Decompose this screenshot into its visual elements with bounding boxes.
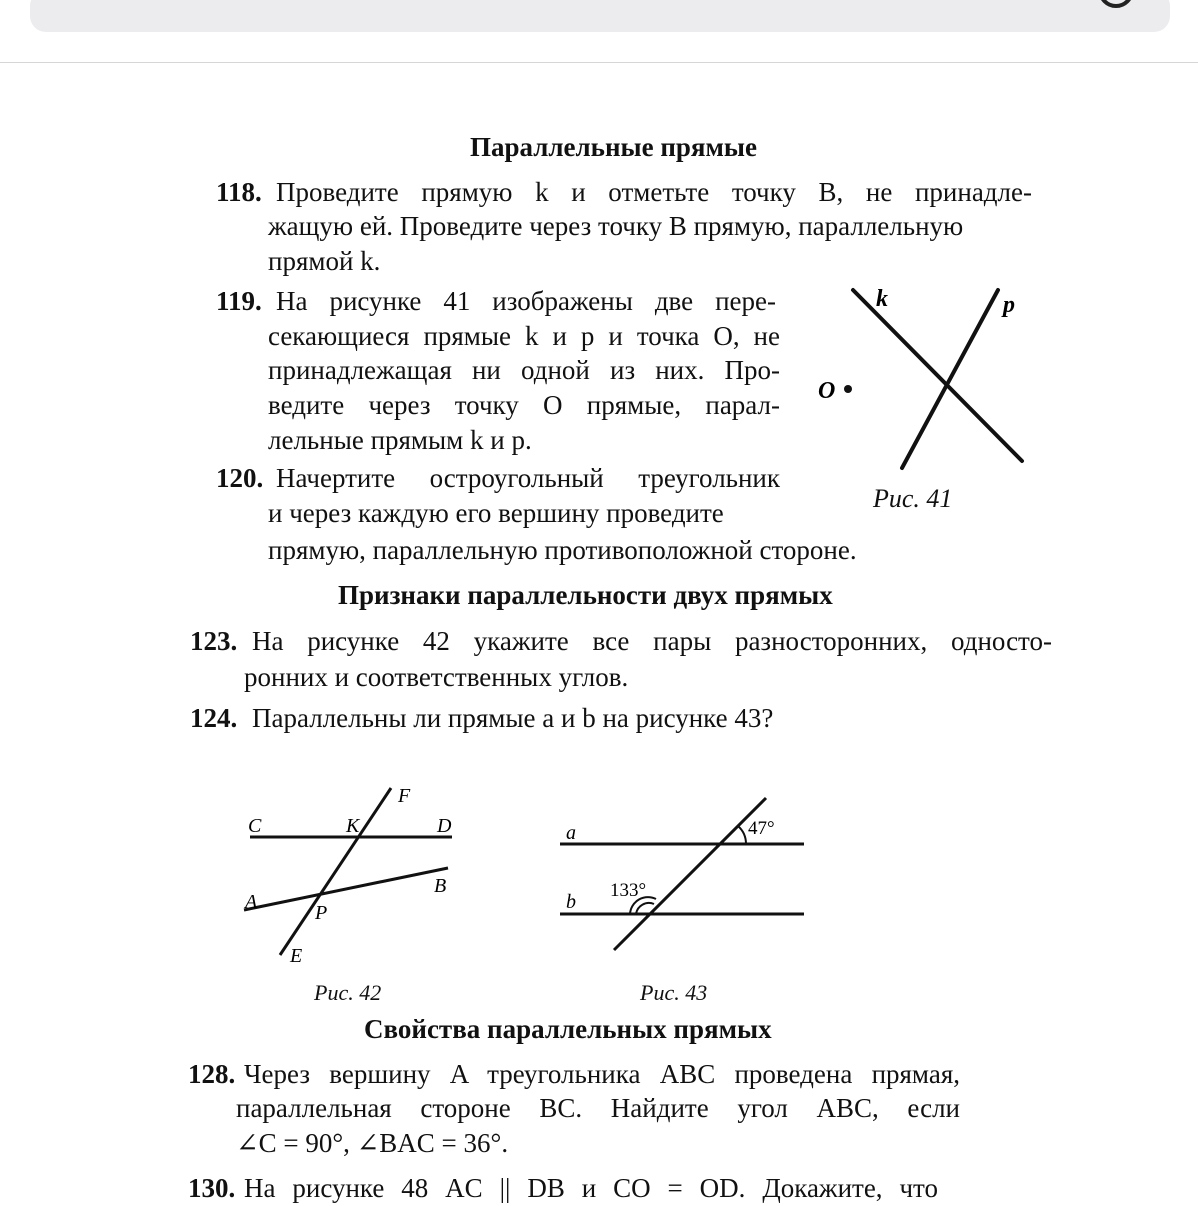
line-k: [853, 290, 1022, 461]
figure-41-caption: Рис. 41: [873, 484, 953, 513]
problem-124-line1: Параллельны ли прямые a и b на рисунке 43?: [252, 703, 774, 733]
label-f: F: [398, 785, 411, 807]
section-title-parallel-lines: Параллельные прямые: [470, 132, 757, 162]
figure-43: [550, 788, 820, 958]
problem-128-line3: ∠C = 90°, ∠BAC = 36°.: [236, 1128, 509, 1158]
problem-118-line1: Проведите прямую k и отметьте точку B, не принадле-: [276, 177, 1032, 207]
problem-123-line2: ронних и соответственных углов.: [244, 662, 629, 692]
problem-123-line1: На рисунке 42 укажите все пары разносторонних, односто-: [252, 626, 1052, 656]
figure-42: [230, 780, 470, 970]
problem-120-line3: прямую, параллельную противоположной стороне.: [268, 535, 857, 565]
problem-119-line1: На рисунке 41 изображены две пере-: [276, 286, 776, 316]
label-d: D: [437, 815, 452, 837]
label-e: E: [290, 945, 303, 967]
problem-119-line2: секающиеся прямые k и p и точка O, не: [268, 321, 780, 351]
angle-47-label: 47°: [748, 818, 775, 839]
label-b: b: [566, 891, 576, 913]
line-ab: [244, 868, 448, 910]
problem-130-line1: На рисунке 48 AC || DB и CO = OD. Докажите, что: [244, 1173, 938, 1203]
problem-120-number: 120.: [216, 463, 264, 493]
point-o: [844, 385, 852, 393]
label-k: k: [876, 286, 888, 312]
problem-119-line4: ведите через точку O прямые, парал-: [268, 390, 780, 420]
browser-toolbar: [0, 0, 1198, 63]
line-p: [902, 290, 998, 468]
problem-120-line1: Начертите остроугольный треугольник: [276, 463, 780, 493]
label-a: A: [245, 891, 258, 913]
label-o: O: [818, 378, 836, 404]
problem-128-number: 128.: [188, 1059, 236, 1089]
problem-118-line2: жащую ей. Проведите через точку B прямую, параллельную: [268, 211, 964, 241]
label-k: K: [346, 815, 360, 837]
problem-119-line3: принадлежащая ни одной из них. Про-: [268, 355, 780, 385]
problem-130-number: 130.: [188, 1173, 236, 1203]
figure-42-caption: Рис. 42: [314, 980, 382, 1005]
figure-43-caption: Рис. 43: [640, 980, 708, 1005]
section-title-parallel-criteria: Признаки параллельности двух прямых: [338, 580, 833, 610]
label-p: P: [315, 902, 328, 924]
angle-arc-47: [738, 826, 746, 844]
problem-124-number: 124.: [190, 703, 238, 733]
problem-120-line2: и через каждую его вершину проведите: [268, 498, 724, 528]
label-c: C: [248, 815, 262, 837]
problem-119-number: 119.: [216, 286, 262, 316]
transversal: [614, 798, 766, 950]
label-b: B: [434, 875, 447, 897]
problem-118-line3: прямой k.: [268, 246, 381, 276]
section-title-parallel-properties: Свойства параллельных прямых: [364, 1014, 772, 1044]
address-bar[interactable]: [30, 0, 1170, 32]
problem-118-number: 118.: [216, 177, 262, 207]
angle-133-label: 133°: [610, 880, 647, 901]
label-p: p: [1003, 292, 1015, 318]
label-a: a: [566, 822, 576, 844]
problem-128-line1: Через вершину A треугольника ABC проведена прямая,: [244, 1059, 960, 1089]
problem-119-line5: лельные прямым k и p.: [268, 425, 532, 455]
problem-123-number: 123.: [190, 626, 238, 656]
line-ef: [280, 788, 391, 955]
problem-128-line2: параллельная стороне BC. Найдите угол ABC, если: [236, 1093, 960, 1123]
